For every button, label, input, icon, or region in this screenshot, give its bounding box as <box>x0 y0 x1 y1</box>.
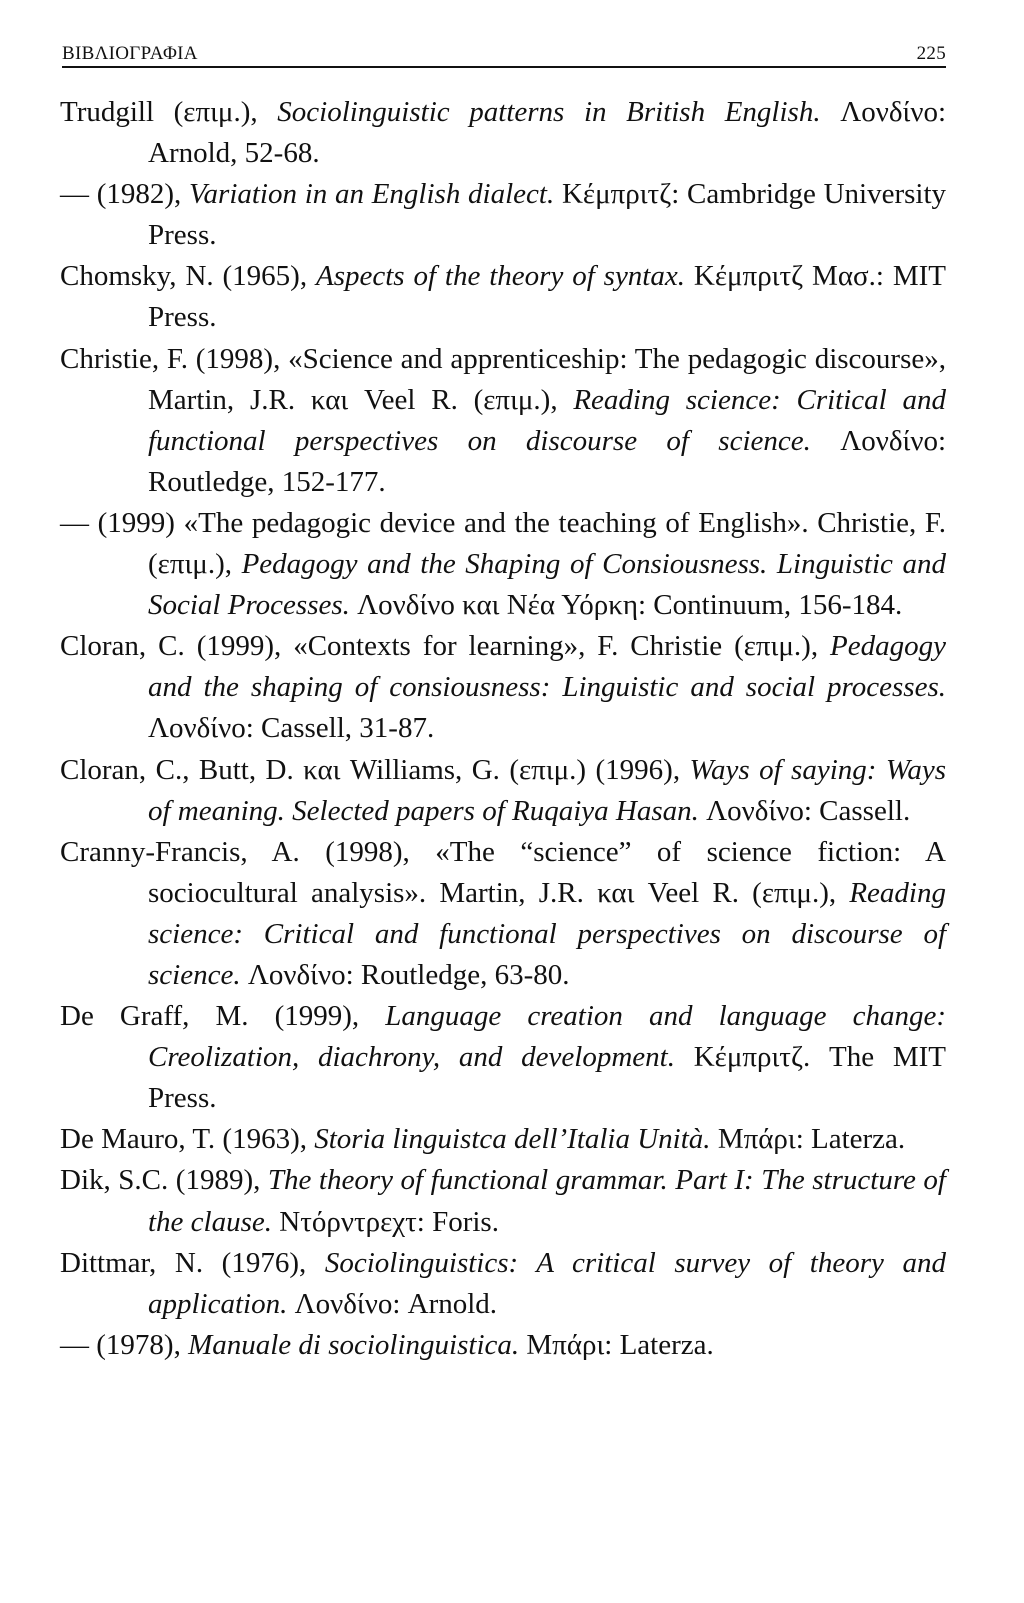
bibliography-entry <box>60 832 946 996</box>
entry-authors: Christie, F. (1998), «Science and apprenticeship: The pedagogic discourse», Martin, J.R. και Veel R. (επιμ.), <box>60 342 946 416</box>
bibliography-entry <box>60 1325 946 1366</box>
bibliography-entry <box>60 92 946 174</box>
entry-publication: Λονδίνο: Routledge, 63-80. <box>240 958 570 991</box>
bibliography-list <box>60 92 946 1366</box>
entry-publication: Ντόρντρεχτ: Foris. <box>272 1205 499 1238</box>
entry-publication: Μπάρι: Laterza. <box>710 1123 906 1156</box>
entry-publication: Λονδίνο: Cassell. <box>698 794 911 827</box>
entry-authors: Cloran, C. (1999), «Contexts for learning», F. Christie (επιμ.), <box>60 630 831 663</box>
entry-authors: Dik, S.C. (1989), <box>60 1164 268 1197</box>
entry-publication: Μπάρι: Laterza. <box>519 1328 714 1361</box>
entry-title: Ways of saying: Ways of meaning. Selected papers of Ruqaiya Hasan. <box>148 753 947 827</box>
entry-authors: Cloran, C., Butt, D. και Williams, G. (επιμ.) (1996), <box>60 753 690 786</box>
entry-title: Pedagogy and the shaping of consiousness: Linguistic and social processes. <box>148 630 946 704</box>
entry-title: Language creation and language change: Creolization, diachrony, and development. <box>148 1000 946 1074</box>
entry-publication: Κέμπριτζ: Cambridge University Press. <box>148 178 947 252</box>
bibliography-entry <box>60 626 946 749</box>
entry-authors: Trudgill (επιμ.), <box>60 96 278 128</box>
entry-title: Sociolinguistics: A critical survey of theory and application. <box>148 1246 946 1320</box>
entry-title: Sociolinguistic patterns in British English. <box>277 96 821 128</box>
bibliography-entry <box>60 256 946 338</box>
bibliography-entry <box>60 1160 946 1242</box>
entry-title: The theory of functional grammar. Part I: The structure of the clause. <box>148 1164 946 1238</box>
entry-title: Aspects of the theory of syntax. <box>315 260 685 293</box>
entry-title: Reading science: Critical and functional perspectives on discourse of science. <box>148 876 946 991</box>
entry-title: Pedagogy and the Shaping of Consiousness. Linguistic and Social Processes. <box>148 548 946 622</box>
bibliography-entry <box>60 750 946 832</box>
entry-authors: De Mauro, T. (1963), <box>60 1123 315 1156</box>
bibliography-entry <box>60 339 946 503</box>
bibliography-entry <box>60 1243 946 1325</box>
entry-title: Manuale di sociolinguistica. <box>188 1328 520 1361</box>
entry-publication: Λονδίνο: Arnold, 52-68. <box>148 96 946 170</box>
entry-publication: Κέμπριτζ. The MIT Press. <box>148 1041 946 1115</box>
bibliography-entry <box>60 996 946 1119</box>
entry-authors: Chomsky, N. (1965), <box>60 260 316 293</box>
entry-authors: — (1982), <box>60 178 190 211</box>
entry-authors: De Graff, M. (1999), <box>60 1000 386 1033</box>
bibliography-entry <box>60 503 946 626</box>
entry-authors: — (1999) «The pedagogic device and the teaching of English». Christie, F. (επιμ.), <box>60 506 946 581</box>
entry-title: Storia linguistca dell’Italia Unità. <box>314 1123 711 1156</box>
entry-publication: Λονδίνο και Νέα Υόρκη: Continuum, 156-184. <box>349 589 903 622</box>
entry-publication: Λονδίνο: Routledge, 152-177. <box>148 424 946 498</box>
entry-title: Reading science: Critical and functional perspectives on discourse of science. <box>148 383 946 457</box>
entry-title: Variation in an English dialect. <box>189 178 555 211</box>
bibliography-entry <box>60 1119 946 1160</box>
page-number: 225 <box>916 43 946 64</box>
bibliography-entry <box>60 174 946 256</box>
entry-publication: Κέμπριτζ Μασ.: MIT Press. <box>148 260 946 334</box>
entry-publication: Λονδίνο: Arnold. <box>287 1287 498 1320</box>
entry-publication: Λονδίνο: Cassell, 31-87. <box>148 712 435 745</box>
entry-authors: Cranny-Francis, A. (1998), «The “science” of science fiction: A sociocultural analysis». Martin, J.R. και Veel R. (επιμ.), <box>60 835 946 909</box>
section-title: ΒΙΒΛΙΟΓΡΑΦΙΑ <box>62 43 198 64</box>
entry-authors: Dittmar, N. (1976), <box>60 1246 325 1279</box>
entry-authors: — (1978), <box>60 1328 189 1361</box>
running-header <box>62 38 946 68</box>
